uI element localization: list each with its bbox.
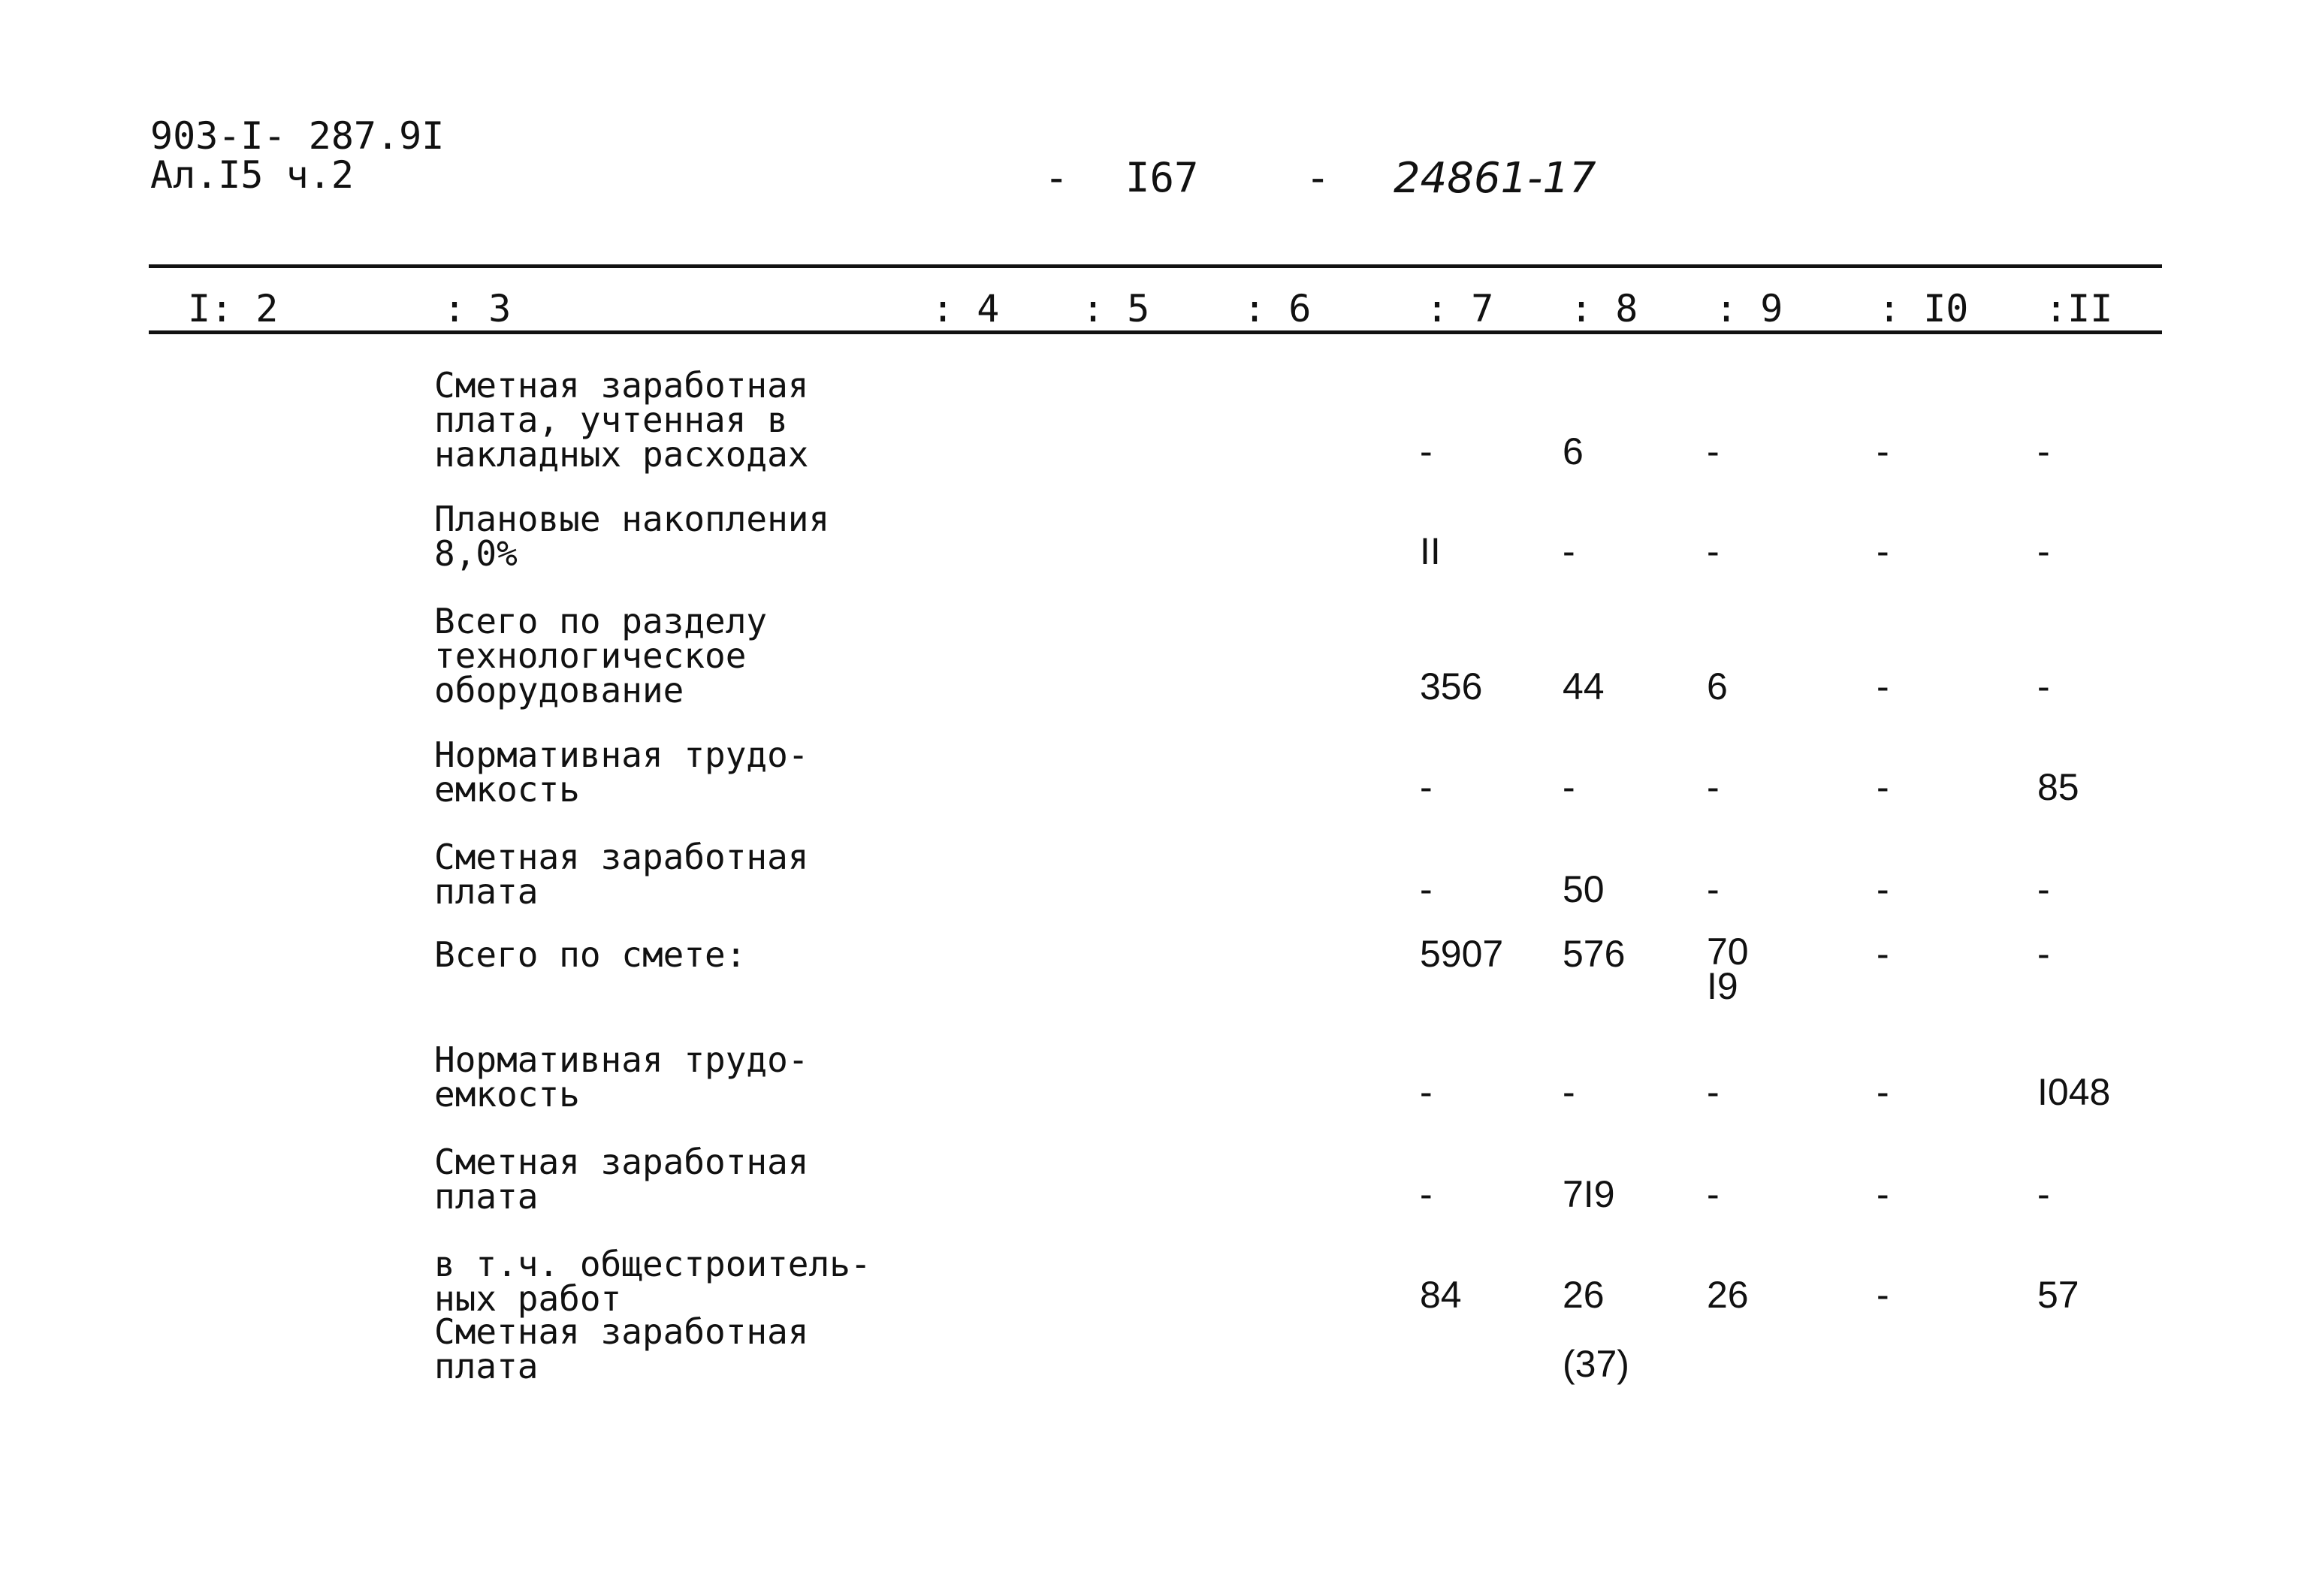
column-header-4: : 4 bbox=[932, 287, 1000, 330]
row-value-col8: 6 bbox=[1563, 430, 1584, 472]
row-label: Сметная заработная плата bbox=[434, 837, 809, 912]
row-value-col8: 44 bbox=[1563, 665, 1605, 707]
row-value-col9: - bbox=[1707, 766, 1720, 808]
column-header-1-2: I: 2 bbox=[188, 287, 279, 330]
row-value-col10: - bbox=[1877, 1071, 1889, 1113]
column-header-5: : 5 bbox=[1082, 287, 1150, 330]
column-header-10: : I0 bbox=[1878, 287, 1969, 330]
row-label: Плановые накопления 8,0% bbox=[434, 499, 830, 574]
row-value-col8: 26 bbox=[1563, 1274, 1605, 1316]
column-header-11: :II bbox=[2045, 287, 2113, 330]
row-value-col11: - bbox=[2037, 430, 2050, 472]
row-label: Сметная заработная плата bbox=[434, 1142, 809, 1217]
column-header-8: : 8 bbox=[1570, 287, 1638, 330]
row-label: Всего по смете: bbox=[434, 934, 747, 975]
column-header-6: : 6 bbox=[1243, 287, 1312, 330]
row-label: Сметная заработная плата, учтенная в накладных расходах bbox=[434, 365, 809, 475]
row-value-col9: 6 bbox=[1707, 665, 1728, 707]
row-value-col10: - bbox=[1877, 665, 1889, 707]
row-value-col8: 7I9 bbox=[1563, 1173, 1615, 1215]
row-value-col11: I048 bbox=[2037, 1071, 2111, 1113]
row-value-col11: 57 bbox=[2037, 1274, 2079, 1316]
column-header-9: : 9 bbox=[1715, 287, 1783, 330]
row-value-col7: - bbox=[1420, 868, 1433, 910]
row-value-col7: 5907 bbox=[1420, 933, 1504, 975]
row-value-col9: - bbox=[1707, 868, 1720, 910]
row-value-col9: - bbox=[1707, 430, 1720, 472]
row-value-col8: 50 bbox=[1563, 868, 1605, 910]
row-value-col9: 26 bbox=[1707, 1274, 1749, 1316]
row-label: Нормативная трудо- емкость bbox=[434, 735, 809, 810]
row-label: Сметная заработная плата bbox=[434, 1311, 809, 1386]
row-value-col7: - bbox=[1420, 1173, 1433, 1215]
row-value-col9: - bbox=[1707, 1071, 1720, 1113]
row-value-col8: (37) bbox=[1563, 1343, 1629, 1385]
page-number: I67 bbox=[1125, 154, 1199, 201]
row-value-col7: II bbox=[1420, 530, 1441, 572]
row-label: Нормативная трудо- емкость bbox=[434, 1039, 809, 1115]
row-label: в т.ч. общестроитель- ных работ bbox=[434, 1244, 871, 1319]
row-value-col11: - bbox=[2037, 530, 2050, 572]
row-value-col7: - bbox=[1420, 766, 1433, 808]
row-value-col8: - bbox=[1563, 1071, 1575, 1113]
row-value-col8: - bbox=[1563, 530, 1575, 572]
row-value-col8: - bbox=[1563, 766, 1575, 808]
row-value-col8: 576 bbox=[1563, 933, 1626, 975]
row-value-col10: - bbox=[1877, 530, 1889, 572]
row-value-col7: 84 bbox=[1420, 1274, 1462, 1316]
row-value-col7: - bbox=[1420, 1071, 1433, 1113]
row-value-col11: - bbox=[2037, 933, 2050, 975]
row-value-col10: - bbox=[1877, 868, 1889, 910]
row-value-col10: - bbox=[1877, 1173, 1889, 1215]
row-value-col10: - bbox=[1877, 933, 1889, 975]
table-header-rule bbox=[149, 330, 2162, 334]
row-value-col9: 70 I9 bbox=[1707, 931, 1749, 1007]
row-label: Всего по разделу технологическое оборудование bbox=[434, 601, 768, 711]
row-value-col7: - bbox=[1420, 430, 1433, 472]
row-value-col11: 85 bbox=[2037, 766, 2079, 808]
project-code: 903-I- 287.9I bbox=[150, 114, 445, 158]
table-top-rule bbox=[149, 264, 2162, 268]
column-header-3: : 3 bbox=[443, 287, 512, 330]
sheet-reference: Ал.I5 ч.2 bbox=[150, 153, 354, 197]
document-number: 24861-17 bbox=[1394, 154, 1596, 203]
row-value-col11: - bbox=[2037, 868, 2050, 910]
row-value-col10: - bbox=[1877, 1274, 1889, 1316]
row-value-col7: 356 bbox=[1420, 665, 1483, 707]
row-value-col10: - bbox=[1877, 430, 1889, 472]
row-value-col11: - bbox=[2037, 1173, 2050, 1215]
row-value-col9: - bbox=[1707, 1173, 1720, 1215]
page-dash-left: - bbox=[1044, 154, 1069, 201]
row-value-col10: - bbox=[1877, 766, 1889, 808]
row-value-col11: - bbox=[2037, 665, 2050, 707]
page-dash-right: - bbox=[1306, 154, 1330, 201]
row-value-col9: - bbox=[1707, 530, 1720, 572]
column-header-7: : 7 bbox=[1426, 287, 1494, 330]
